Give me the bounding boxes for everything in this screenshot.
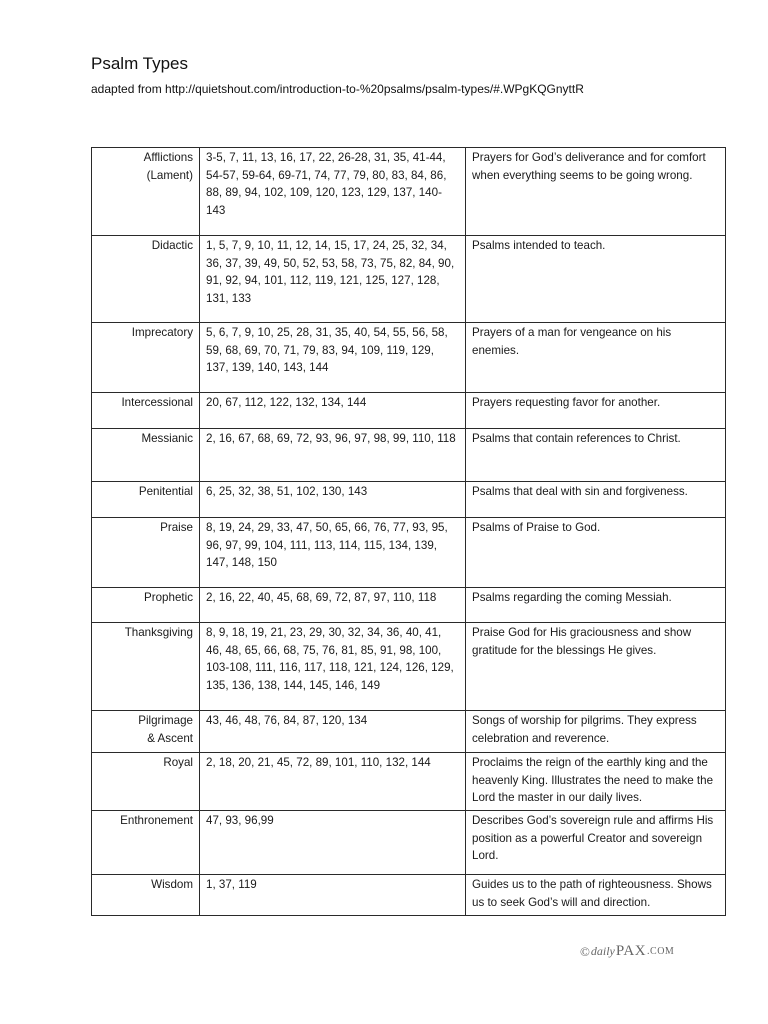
psalm-type-cell: Didactic	[92, 236, 200, 323]
table-row	[92, 429, 726, 482]
psalm-description-cell: Describes God’s sovereign rule and affirms His position as a powerful Creator and sovereign Lord.	[466, 811, 726, 875]
psalm-numbers-cell: 43, 46, 48, 76, 84, 87, 120, 134	[200, 711, 466, 753]
table-row	[92, 518, 726, 588]
psalm-numbers-cell: 2, 16, 67, 68, 69, 72, 93, 96, 97, 98, 99, 110, 118	[200, 429, 466, 482]
psalm-description-cell: Psalms of Praise to God.	[466, 518, 726, 588]
logo-prefix: daily	[590, 944, 615, 958]
psalm-description-cell: Songs of worship for pilgrims. They express celebration and reverence.	[466, 711, 726, 753]
logo-brand: PAX	[615, 943, 647, 959]
copyright-symbol: ©	[580, 943, 590, 959]
table-row	[92, 323, 726, 393]
psalm-type-cell: Imprecatory	[92, 323, 200, 393]
table-row	[92, 711, 726, 753]
psalm-numbers-cell: 1, 5, 7, 9, 10, 11, 12, 14, 15, 17, 24, 25, 32, 34, 36, 37, 39, 49, 50, 52, 53, 58, 73, 75, 82, 84, 90, 91, 92, 94, 101, 112, 119, 121, 125, 127, 128, 131, 133	[200, 236, 466, 323]
psalm-description-cell: Psalms that deal with sin and forgiveness.	[466, 482, 726, 518]
psalm-description-cell: Prayers for God’s deliverance and for comfort when everything seems to be going wrong.	[466, 148, 726, 236]
table-row	[92, 875, 726, 916]
psalm-numbers-cell: 5, 6, 7, 9, 10, 25, 28, 31, 35, 40, 54, 55, 56, 58, 59, 68, 69, 70, 71, 79, 83, 94, 109, 119, 129, 137, 139, 140, 143, 144	[200, 323, 466, 393]
psalm-description-cell: Psalms regarding the coming Messiah.	[466, 588, 726, 623]
psalm-numbers-cell: 47, 93, 96,99	[200, 811, 466, 875]
psalm-numbers-cell: 3-5, 7, 11, 13, 16, 17, 22, 26-28, 31, 35, 41-44, 54-57, 59-64, 69-71, 74, 77, 79, 80, 83, 84, 86, 88, 89, 94, 102, 109, 120, 123, 129, 137, 140-143	[200, 148, 466, 236]
table-row	[92, 482, 726, 518]
psalm-numbers-cell: 2, 16, 22, 40, 45, 68, 69, 72, 87, 97, 110, 118	[200, 588, 466, 623]
psalm-type-cell: Enthronement	[92, 811, 200, 875]
psalm-numbers-cell: 8, 19, 24, 29, 33, 47, 50, 65, 66, 76, 77, 93, 95, 96, 97, 99, 104, 111, 113, 114, 115, 134, 139, 147, 148, 150	[200, 518, 466, 588]
psalm-description-cell: Psalms that contain references to Christ.	[466, 429, 726, 482]
table-row	[92, 148, 726, 236]
footer-logo	[580, 943, 674, 960]
psalm-type-cell: Praise	[92, 518, 200, 588]
psalm-type-cell: Intercessional	[92, 393, 200, 429]
psalm-description-cell: Prayers of a man for vengeance on his enemies.	[466, 323, 726, 393]
logo-suffix: .COM	[647, 946, 675, 957]
table-row	[92, 753, 726, 811]
psalm-type-cell: Royal	[92, 753, 200, 811]
psalm-type-cell: Wisdom	[92, 875, 200, 916]
psalm-type-cell: Afflictions (Lament)	[92, 148, 200, 236]
psalm-numbers-cell: 1, 37, 119	[200, 875, 466, 916]
psalm-type-cell: Prophetic	[92, 588, 200, 623]
psalm-numbers-cell: 6, 25, 32, 38, 51, 102, 130, 143	[200, 482, 466, 518]
psalm-numbers-cell: 20, 67, 112, 122, 132, 134, 144	[200, 393, 466, 429]
psalm-description-cell: Guides us to the path of righteousness. Shows us to seek God’s will and direction.	[466, 875, 726, 916]
table-row	[92, 623, 726, 711]
psalm-type-cell: Thanksgiving	[92, 623, 200, 711]
psalm-description-cell: Praise God for His graciousness and show gratitude for the blessings He gives.	[466, 623, 726, 711]
psalm-types-table	[91, 147, 726, 916]
table-row	[92, 236, 726, 323]
psalm-type-cell: Messianic	[92, 429, 200, 482]
table-row	[92, 393, 726, 429]
psalm-type-cell: Penitential	[92, 482, 200, 518]
psalm-type-cell: Pilgrimage & Ascent	[92, 711, 200, 753]
table-row	[92, 811, 726, 875]
psalm-description-cell: Proclaims the reign of the earthly king and the heavenly King. Illustrates the need to make the Lord the master in our daily lives.	[466, 753, 726, 811]
source-attribution: adapted from http://quietshout.com/introduction-to-%20psalms/psalm-types/#.WPgKQGnyttR	[91, 82, 584, 96]
psalm-numbers-cell: 8, 9, 18, 19, 21, 23, 29, 30, 32, 34, 36, 40, 41, 46, 48, 65, 66, 68, 75, 76, 81, 85, 91, 98, 100, 103-108, 111, 116, 117, 118, 121, 124, 126, 129, 135, 136, 138, 144, 145, 146, 149	[200, 623, 466, 711]
psalm-description-cell: Prayers requesting favor for another.	[466, 393, 726, 429]
psalm-description-cell: Psalms intended to teach.	[466, 236, 726, 323]
page-title: Psalm Types	[91, 54, 189, 73]
table-row	[92, 588, 726, 623]
psalm-numbers-cell: 2, 18, 20, 21, 45, 72, 89, 101, 110, 132, 144	[200, 753, 466, 811]
